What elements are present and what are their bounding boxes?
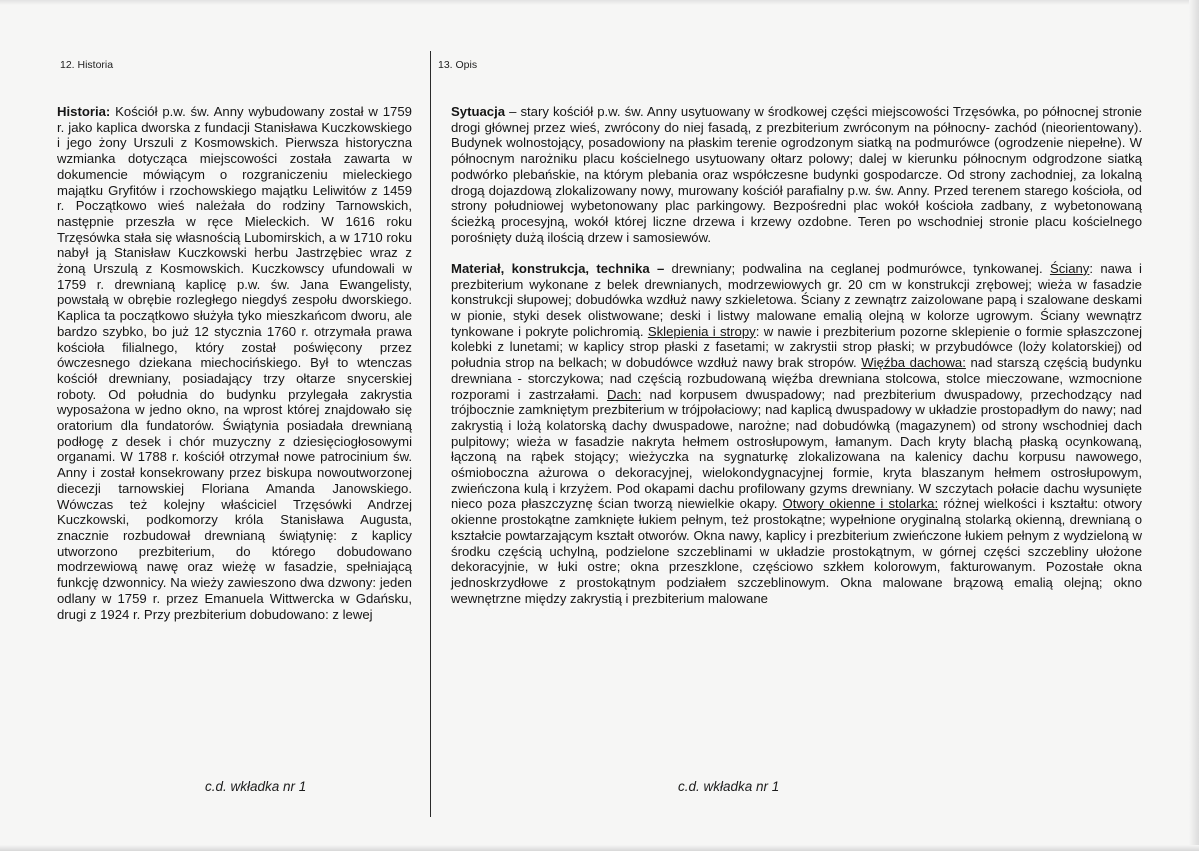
truss-label: Więźba dachowa: (861, 355, 966, 371)
vaults-label: Sklepienia i stropy (647, 323, 756, 339)
walls-text: : nawa i prezbiterium wykonane z belek drewnianych, modrzewiowych gr. 20 cm w konstrukcji zrębowej; wieża w fasadzie konstrukcji słupowej; dobudówka wzdłuż nawy szkieletowa. Ściany z zewnątrz zaizolowane papą i szalowane deskami w pionie, styki desek olistwowane; deski i listwy malowane emalią olejną w kolorze ugrowym. Ściany wewnątrz tynkowane i pokryte polichromią. (451, 260, 1142, 339)
right-page-footer: c.d. wkładka nr 1 (678, 779, 780, 794)
material-text: drewniany; podwalina na ceglanej podmurówce, tynkowanej. (664, 260, 1043, 276)
material-heading: Materiał, konstrukcja, technika – (451, 260, 665, 276)
situation-paragraph (451, 104, 1142, 245)
left-page-footer: c.d. wkładka nr 1 (205, 779, 307, 794)
windows-text: różnej wielkości i kształtu: otwory okienne prostokątne zamknięte łukiem pełnym, też prostokątne; wypełnione oryginalną stolarką okienną, drewnianą o kształcie powtarzającym kształt otworów. Okna nawy, kaplicy i prezbiterium zwieńczone łukiem pełnym z wydzieloną w środku częścią uchylną, podzielone szczeblinami w układzie prostokątnym, w górnej części szczebliny ułożone dekoracyjnie, w łuki ostre; okna przeszklone, częściowo szkłem kolorowym, fakturowanym. Pozostałe okna jednoskrzydłowe z prostokątnym podziałem szczeblinowym. Okna malowane brązową emalią olejną; okno wewnętrzne między zakrystią i prezbiterium malowane (451, 496, 1142, 606)
history-heading: Historia: (57, 104, 111, 119)
left-page-header: 12. Historia (60, 59, 114, 71)
scan-edge-right (1189, 0, 1199, 851)
windows-label: Otwory okienne i stolarka: (782, 496, 939, 512)
truss-text: nad starszą częścią budynku drewniana - storczykowa; nad częścią rozbudowaną więźba drewniana stolcowa, stolce mieczowane, wzmocnione rozporami i zastrzałami. (451, 355, 1142, 402)
scan-edge-bottom (0, 845, 1199, 851)
situation-text: – stary kościół p.w. św. Anny usytuowany w środkowej części miejscowości Trzęsówka, po północnej stronie drogi głównej przez wieś, zwrócony do niej fasadą, z prezbiterium zwróconym na północny- zachód (nieorientowany). Budynek wolnostojący, posadowiony na płaskim terenie ogrodzonym siatką na podmurówce (ogrodzenie niepełne). W północnym narożniku placu kościelnego usytuowany ołtarz polowy; dalej w kierunku północnym odgrodzone siatką podwórko plebańskie, na którym plebania oraz współczesne budynki gospodarcze. Od strony zachodniej, za lokalną drogą dojazdową zlokalizowany nowy, murowany kościół parafialny p.w. św. Anny. Przed terenem starego kościoła, od strony południowej wybetonowany plac parkingowy. Bezpośredni plac wokół kościoła zadbany, z wybetonowaną ścieżką procesyjną, wokół której liczne drzewa i krzewy ozdobne. Teren po wschodniej stronie placu kościelnego porośnięty dużą ilością drzew i samosiewów. (451, 104, 1142, 245)
walls-label: Ściany (1049, 260, 1090, 276)
page-divider (430, 51, 431, 817)
vaults-text: : w nawie i prezbiterium pozorne sklepienie o formie spłaszczonej kolebki z lunetami; w kaplicy strop płaski z fasetami; w zakrystii strop płaski; w przybudówce (loży kolatorskiej) od południa strop na belkach; w dobudówce wzdłuż nawy brak stropów. (451, 323, 1143, 371)
scan-edge-top (0, 0, 1199, 5)
history-column (57, 104, 412, 622)
roof-text: nad korpusem dwuspadowy; nad prezbiterium dwuspadowy, przechodzący nad trójbocznie zamkniętym prezbiterium w trójpołaciowy; nad kaplicą dwuspadowy w układzie prostopadłym do nawy; nad zakrystią i lożą kolatorską dachy dwuspadowe, narożne; nad dobudówką (magazynem) od strony wschodniej dach pulpitowy; wieża w fasadzie nakryta hełmem ostrosłupowym, łamanym. Dach kryty blachą płaską ocynkowaną, łączoną na rąbek stojący; wieżyczka na sygnaturkę zlokalizowana na kalenicy dachu korpusu nawowego, ośmioboczna ażurowa o dekoracyjnej, wielokondygnacyjnej formie, kryta blaszanym hełmem ostrosłupowym, zwieńczona kulą i krzyżem. Pod okapami dachu profilowany gzyms drewniany. W szczytach połacie dachu wysunięte nieco poza płaszczyznę ścian tworzą niewielkie okapy. (451, 386, 1142, 512)
history-paragraph (57, 104, 412, 622)
material-paragraph (451, 261, 1142, 606)
right-page-header: 13. Opis (438, 59, 478, 71)
situation-heading: Sytuacja (451, 104, 506, 119)
description-column (451, 104, 1142, 606)
history-text: Kościół p.w. św. Anny wybudowany został w 1759 r. jako kaplica dworska z fundacji Stanisława Kuczkowskiego i jego żony Urszuli z Kosmowskich. Pierwsza historyczna wzmianka dotycząca miejscowości została zawarta w dokumencie mówiącym o rozgraniczeniu mieleckiego majątku Gryfitów i rzochowskiego majątku Leliwitów z 1459 r. Początkowo wieś należała do rodziny Tarnowskich, następnie przeszła w ręce Mieleckich. W 1616 roku Trzęsówka stała się własnością Lubomirskich, a w 1710 roku nabył ją Stanisław Kuczkowski herbu Jastrzębiec wraz z żoną Urszulą z Kosmowskich. Kuczkowscy ufundowali w 1759 r. drewnianą kaplicę p.w. św. Jana Ewangelisty, powstałą w obrębie rozległego niegdyś zespołu dworskiego. Kaplica ta początkowo służyła tyko mieszkańcom dworu, ale bardzo szybko, bo już 12 stycznia 1760 r. otrzymała prawa kościoła filialnego, który został poświęcony przez ówczesnego dziekana miechocińskiego. Był to wtenczas kościół drewniany, posiadający trzy ołtarze snycerskiej roboty. Od południa do budynku przylegała zakrystia wyposażona w jedno okno, na wprost której znajdowało się oratorium dla fundatorów. Świątynia posiadała drewnianą podłogę z desek i chór muzyczny z dziesięciogłosowymi organami. W 1788 r. kościół otrzymał nowe patrocinium św. Anny i został konsekrowany przez biskupa nowoutworzonej diecezji tarnowskiej Floriana Amanda Janowskiego. Wówczas też kolejny właściciel Trzęsówki Andrzej Kuczkowski, podkomorzy króla Stanisława Augusta, znacznie rozbudował drewnianą świątynię: z kaplicy utworzono prezbiterium, do którego dobudowano modrzewiową nawę oraz wieżę w fasadzie, spełniającą funkcję dzwonnicy. Na wieży zawieszono dwa dzwony: jeden odlany w 1759 r. przez Emanuela Wittwercka w Gdańsku, drugi z 1924 r. Przy prezbiterium dobudowano: z lewej (57, 104, 412, 622)
roof-label: Dach: (607, 386, 642, 402)
